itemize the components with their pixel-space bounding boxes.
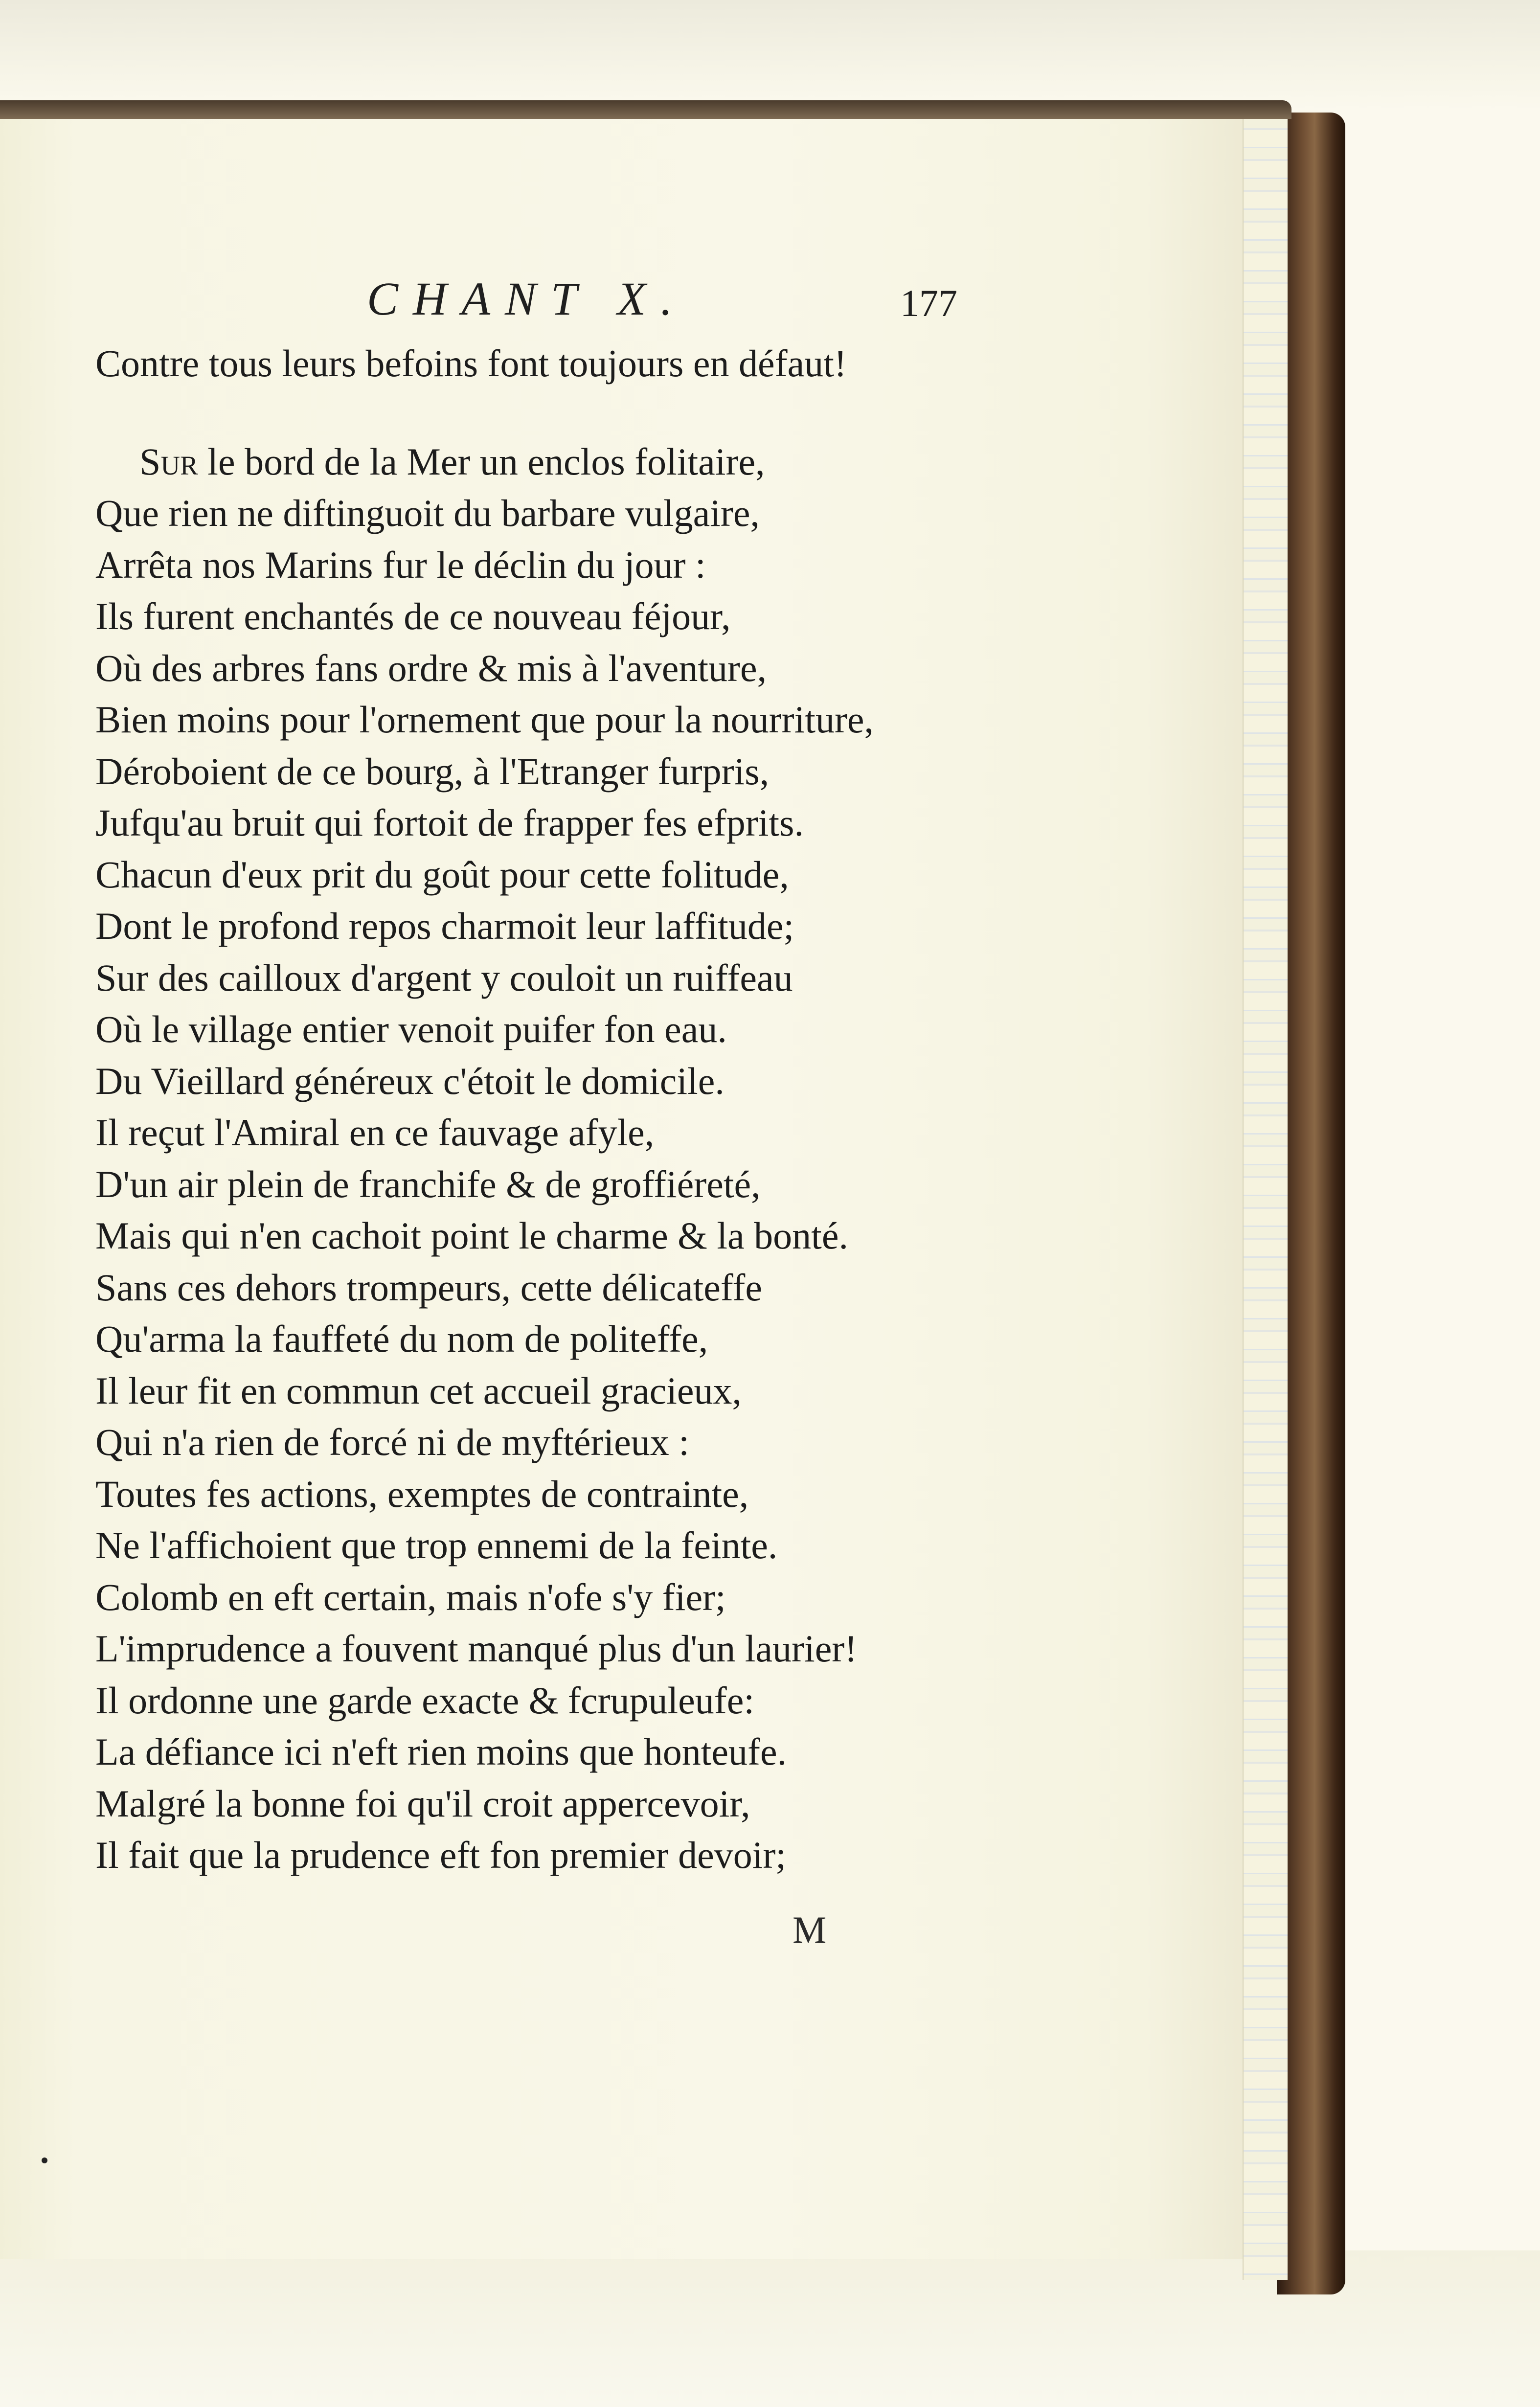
verse-line: Sur des cailloux d'argent y couloit un ruiffeau [95,956,793,999]
verse-line: Toutes fes actions, exemptes de contrainte, [95,1472,749,1515]
verse-line: Où le village entier venoit puifer fon eau. [95,1008,727,1050]
verse-line: Déroboient de ce bourg, à l'Etranger furpris, [95,749,770,793]
verse-line: Il fait que la prudence eft fon premier devoir; [95,1834,787,1876]
verse-line: Il leur fit en commun cet accueil gracieux, [95,1369,742,1412]
stanza-opening-line [139,436,1049,488]
verse-line: Il ordonne une garde exacte & fcrupuleufe: [95,1679,755,1722]
verse-line: Contre tous leurs befoins font toujours en défaut! [95,342,847,385]
verse-line: Qu'arma la fauffeté du nom de politeffe, [95,1317,708,1360]
verse-line: Qui n'a rien de forcé ni de myftérieux : [95,1421,689,1463]
verse-line: Du Vieillard généreux c'étoit le domicile. [95,1059,725,1102]
page-header [0,272,1272,330]
ink-speck [42,2157,47,2163]
page-number: 177 [900,282,957,324]
verse-line: Ils furent enchantés de ce nouveau féjour, [95,595,731,637]
verse-line: Que rien ne diftinguoit du barbare vulgaire, [95,492,760,534]
verse-line: Jufqu'au bruit qui fortoit de frapper fes efprits. [95,801,804,844]
stanza-break [95,389,1049,436]
verse-line: Colomb en eft certain, mais n'ofe s'y fier; [95,1575,726,1618]
stanza-initial-word: Sur [139,440,198,483]
scan-background-top [0,0,1540,110]
running-title: CHANT X. [367,272,687,325]
verse-line: L'imprudence a fouvent manqué plus d'un laurier! [95,1627,858,1670]
verse-line: Arrêta nos Marins fur le déclin du jour : [95,543,706,586]
verse-line: Ne l'affichoient que trop ennemi de la feinte. [95,1524,778,1567]
book-top-edge [0,100,1291,119]
verse-line: Il reçut l'Amiral en ce fauvage afyle, [95,1111,655,1154]
verse-line: Chacun d'eux prit du goût pour cette folitude, [95,853,789,896]
verse-line: Sans ces dehors trompeurs, cette délicateffe [95,1266,763,1309]
verse-line: La défiance ici n'eft rien moins que honteufe. [95,1730,787,1773]
verse-line: Où des arbres fans ordre & mis à l'aventure, [95,646,767,689]
page-fore-edge [1243,117,1288,2280]
stanza-opening-rest: le bord de la Mer un enclos folitaire, [198,440,765,483]
signature-mark: M [793,1908,827,1951]
verse-line: D'un air plein de franchife & de groffiéreté, [95,1162,761,1205]
verse-line: Dont le profond repos charmoit leur laffitude; [95,905,794,947]
verse-line: Mais qui n'en cachoit point le charme & la bonté. [95,1214,848,1257]
verse-line: Bien moins pour l'ornement que pour la nourriture, [95,698,874,741]
verse-text [95,338,1049,1881]
verse-line: Malgré la bonne foi qu'il croit appercevoir, [95,1782,750,1825]
